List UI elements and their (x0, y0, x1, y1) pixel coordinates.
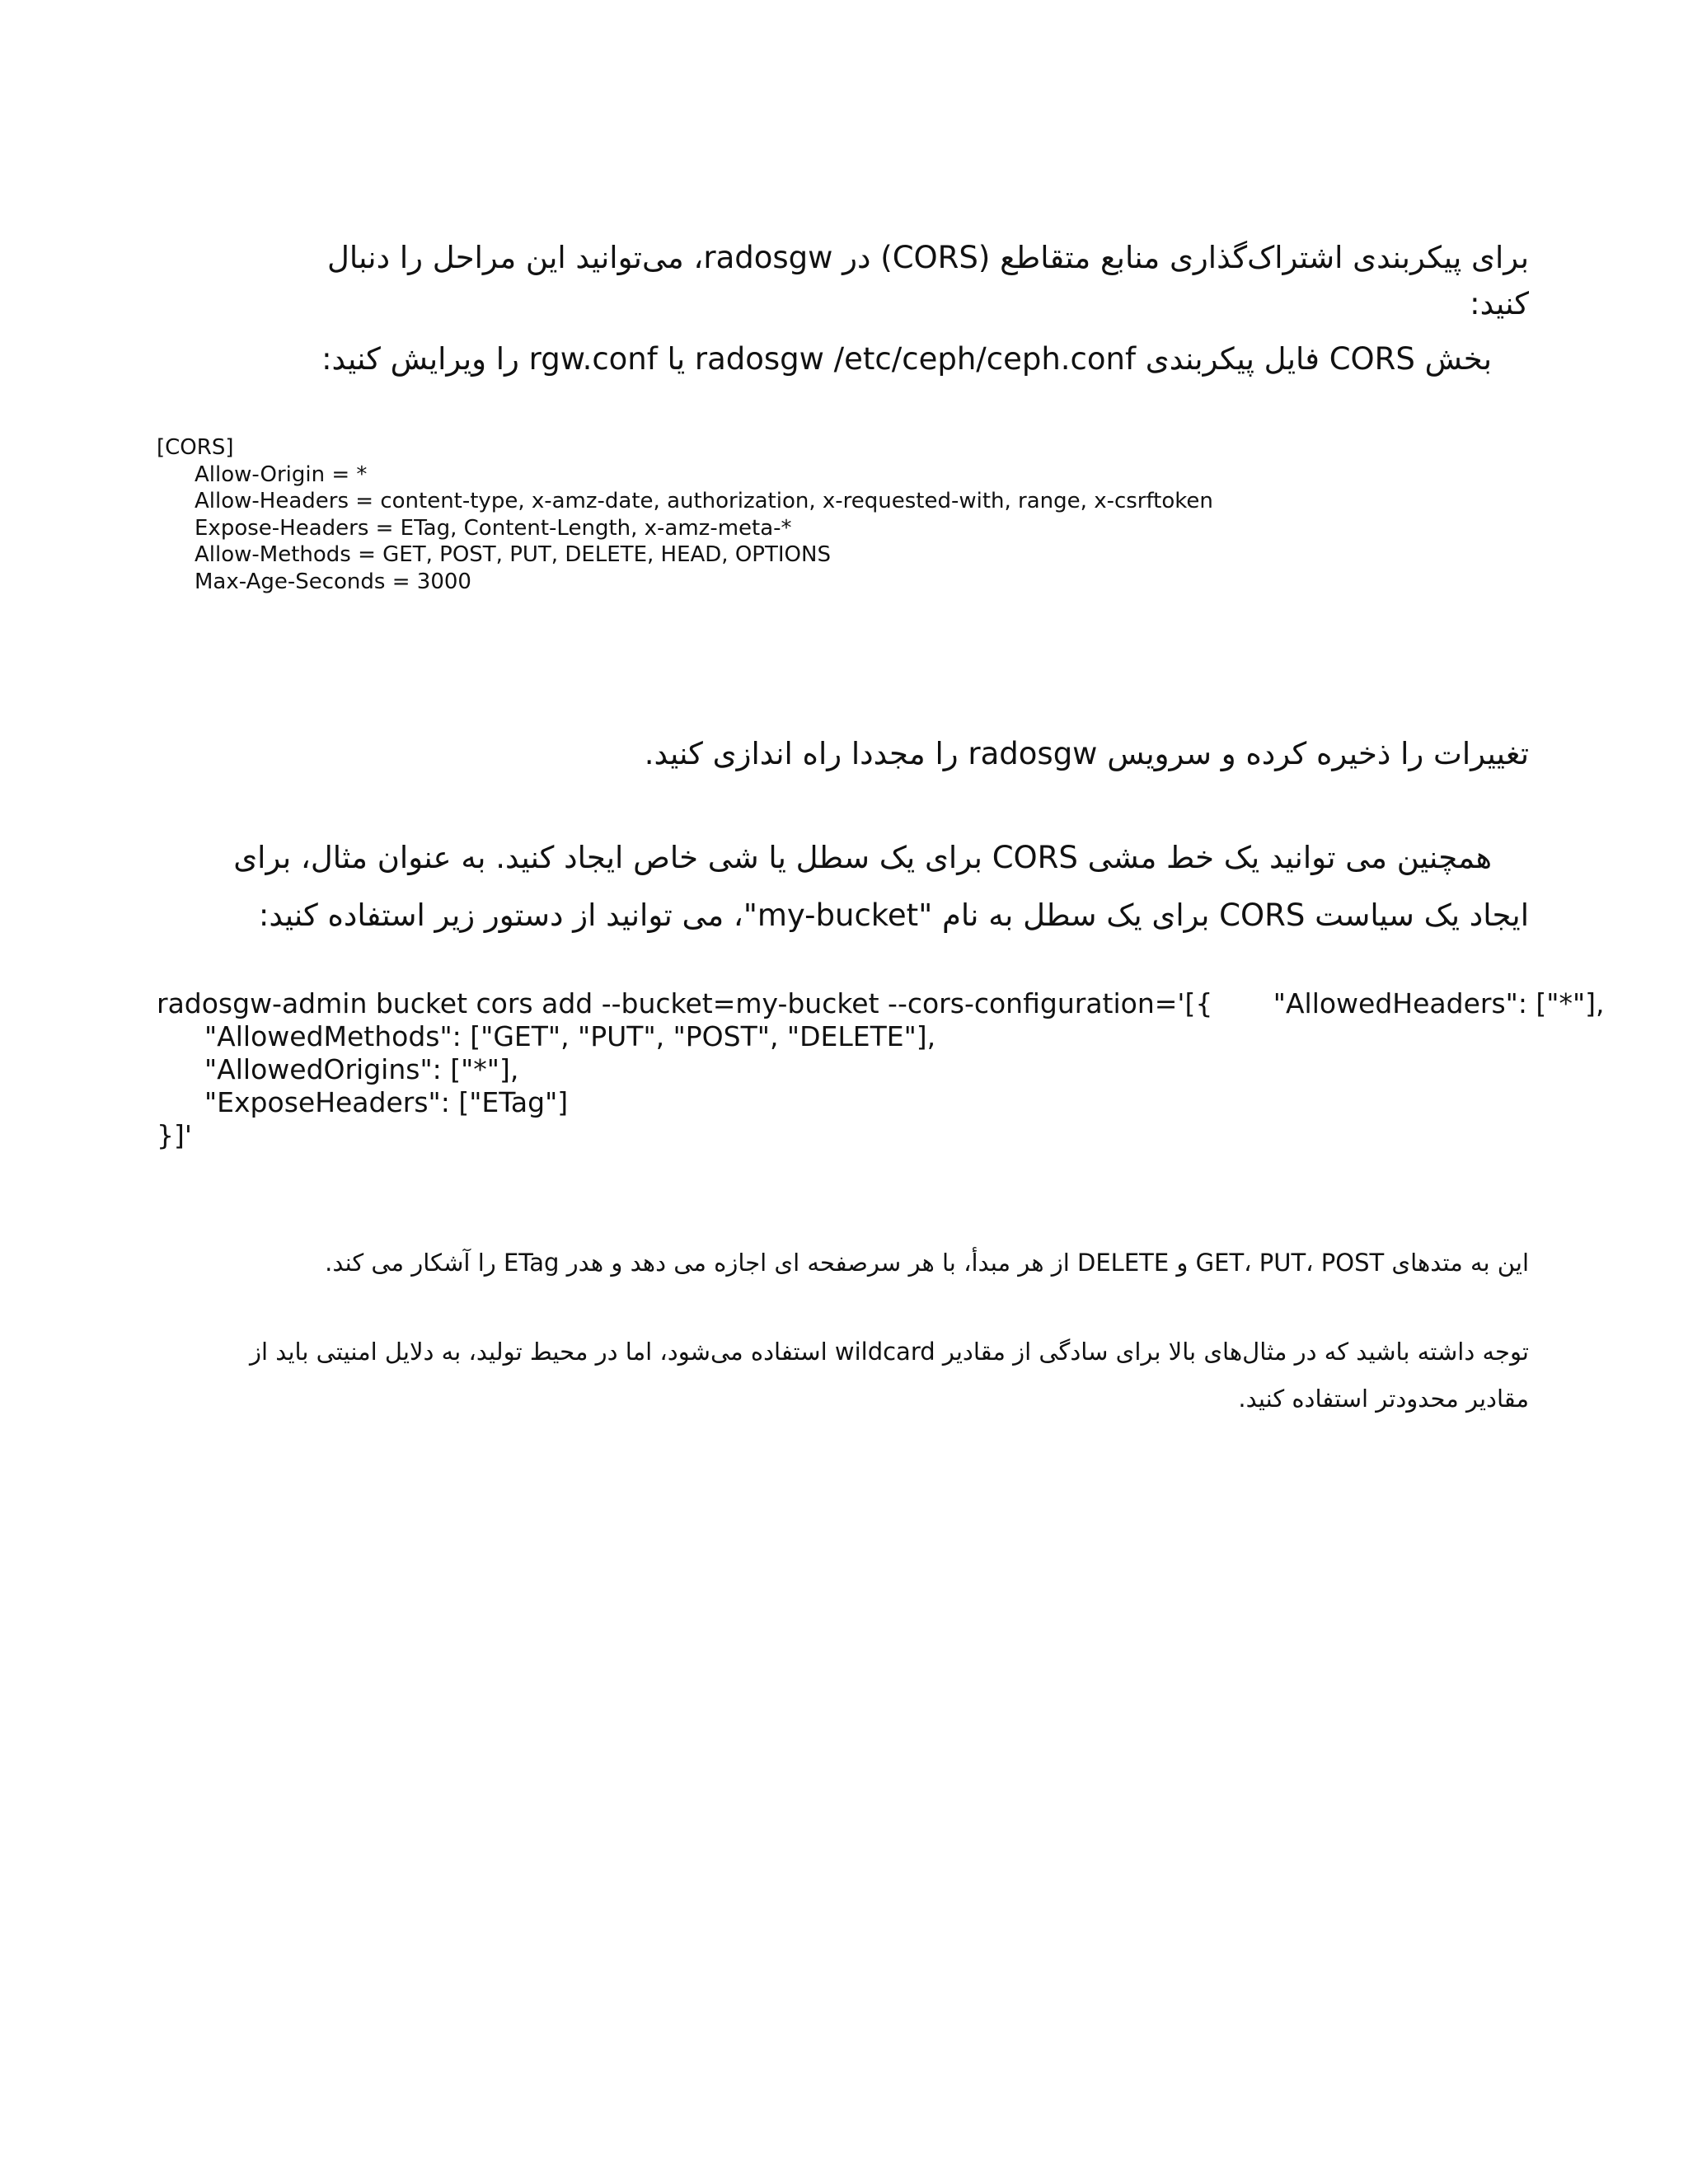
cors-section-header: [CORS] (157, 435, 234, 460)
cors-config-block (157, 434, 1393, 595)
command-line: radosgw-admin bucket cors add --bucket=my-bucket --cors-configuration='[{ "AllowedHeaders": ["*"], (157, 987, 1605, 1019)
explanation-paragraph: این به متدهای GET، PUT، POST و DELETE از هر مبدأ، با هر سرصفحه ای اجازه می دهد و هدر ETag را آشکار می کند. (325, 1249, 1529, 1277)
radosgw-admin-command-block (157, 987, 1605, 1152)
command-line: "AllowedMethods": ["GET", "PUT", "POST", "DELETE"], (204, 1020, 936, 1052)
command-line: "AllowedOrigins": ["*"], (204, 1053, 519, 1085)
bucket-policy-paragraph: همچنین می توانید یک خط مشی CORS برای یک سطل یا شی خاص ایجاد کنید. به عنوان مثال، برای ایجاد یک سیاست CORS برای یک سطل به نام "my-bucket"، می توانید از دستور زیر استفاده کنید: (233, 840, 1529, 933)
config-line: Allow-Headers = content-type, x-amz-date, authorization, x-requested-with, range, x-csrftoken (195, 489, 1213, 513)
config-line: Expose-Headers = ETag, Content-Length, x-amz-meta-* (195, 515, 792, 541)
command-line: "ExposeHeaders": ["ETag"] (204, 1086, 569, 1118)
intro-paragraph: برای پیکربندی اشتراک‌گذاری منابع متقاطع (CORS) در radosgw، می‌توانید این مراحل را دنبال کنید: (326, 240, 1529, 321)
edit-config-paragraph: بخش CORS فایل پیکربندی radosgw /etc/ceph/ceph.conf یا rgw.conf را ویرایش کنید: (321, 341, 1492, 377)
restart-paragraph: تغییرات را ذخیره کرده و سرویس radosgw را مجددا راه اندازی کنید. (644, 736, 1529, 771)
config-line: Max-Age-Seconds = 3000 (195, 569, 471, 594)
security-note-paragraph: توجه داشته باشید که در مثال‌های بالا برای سادگی از مقادیر wildcard استفاده می‌شود، اما در محیط تولید، به دلایل امنیتی باید از مقادیر محدودتر استفاده کنید. (249, 1338, 1529, 1413)
config-line: Allow-Methods = GET, POST, PUT, DELETE, HEAD, OPTIONS (195, 542, 831, 567)
command-line: }]' (157, 1119, 192, 1151)
config-line: Allow-Origin = * (195, 462, 368, 487)
